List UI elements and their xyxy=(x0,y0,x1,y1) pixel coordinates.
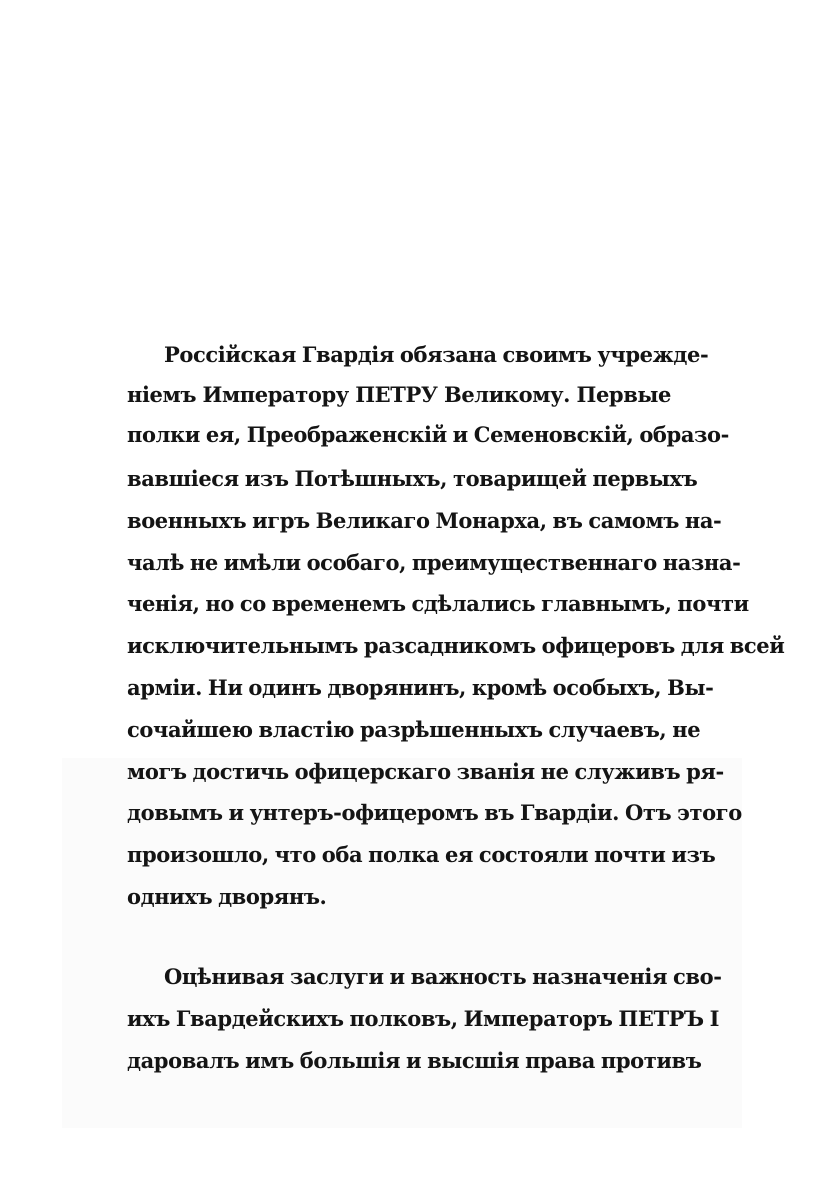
text-line: сочайшею властію разрѣшенныхъ случаевъ, не xyxy=(127,717,701,742)
text-line: даровалъ имъ большія и высшія права противъ xyxy=(127,1048,702,1073)
text-line: исключительнымъ разсадникомъ офицеровъ для всей xyxy=(127,633,785,658)
text-line: могъ достичь офицерскаго званія не служивъ ря- xyxy=(127,759,724,784)
text-line: вавшіеся изъ Потѣшныхъ, товарищей первыхъ xyxy=(127,466,698,491)
text-line: произошло, что оба полка ея состояли почти изъ xyxy=(127,842,716,867)
text-line: военныхъ игръ Великаго Монарха, въ самомъ на- xyxy=(127,508,722,533)
text-line: арміи. Ни одинъ дворянинъ, кромѣ особыхъ, Вы- xyxy=(127,675,714,700)
text-line: ченія, но со временемъ сдѣлались главнымъ, почти xyxy=(127,591,749,616)
text-line: ніемъ Императору ПЕТРУ Великому. Первые xyxy=(127,382,671,407)
text-line: чалѣ не имѣли особаго, преимущественнаго назна- xyxy=(127,550,741,575)
text-line: ихъ Гвардейскихъ полковъ, Императоръ ПЕТРЪ I xyxy=(127,1006,720,1031)
text-line: однихъ дворянъ. xyxy=(127,884,327,909)
text-line: Оцѣнивая заслуги и важность назначенія сво- xyxy=(164,964,722,989)
text-line: довымъ и унтеръ-офицеромъ въ Гвардіи. Отъ этого xyxy=(127,800,742,825)
text-line: полки ея, Преображенскій и Семеновскій, образо- xyxy=(127,422,729,447)
text-line: Россійская Гвардія обязана своимъ учрежде- xyxy=(164,342,709,367)
